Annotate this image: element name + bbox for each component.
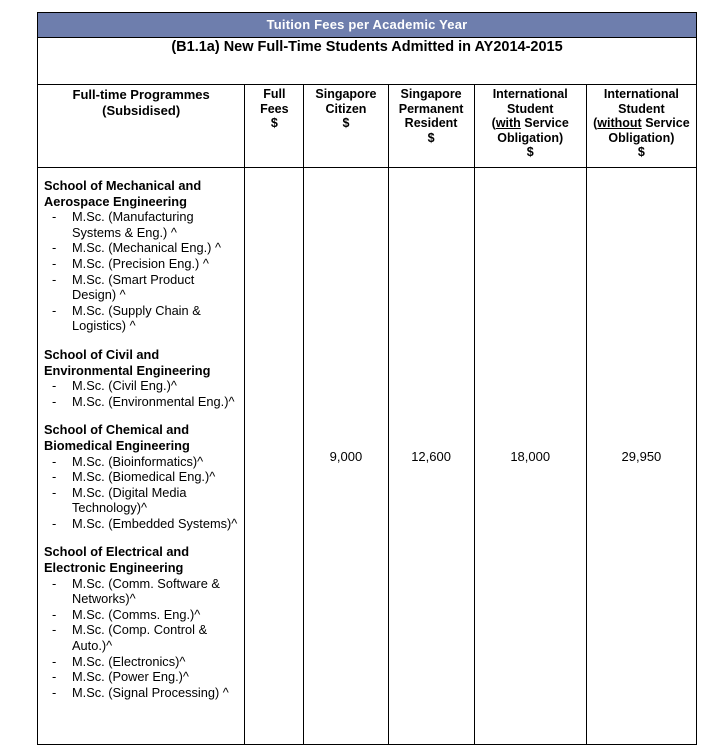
list-item: - M.Sc. (Embedded Systems)^ [44,516,240,532]
school-heading: School of Civil and Environmental Engineering [44,346,211,378]
list-item: - M.Sc. (Civil Eng.)^ [44,378,240,394]
programme-group [44,544,240,700]
column-header-intl-without-obligation-line4: Obligation) [608,130,675,145]
column-header-intl-without-obligation-currency: $ [637,145,645,159]
programme-group [44,178,240,334]
school-heading: School of Mechanical and Aerospace Engineering [44,178,202,209]
column-header-intl-with-obligation-line3 [477,116,584,131]
column-header-programmes-line1: Full-time Programmes [72,87,210,102]
programmes-list-cell [38,168,245,745]
intl-with-service-word: Service [520,116,569,130]
column-header-intl-with-obligation-currency: $ [526,145,534,159]
banner-row [38,13,697,38]
column-header-full-fees [245,85,304,168]
column-header-intl-with-obligation [474,85,586,168]
banner-cell [38,13,697,38]
intl-with-underline-word: with [495,116,521,130]
intl-with-paren-open: ( [491,116,496,130]
table-banner-title: Tuition Fees per Academic Year [38,13,696,37]
subtitle-row [38,38,697,85]
list-item: - M.Sc. (Electronics)^ [44,654,240,670]
column-header-intl-with-obligation-line2: Student [506,101,554,116]
column-header-singapore-citizen-line2: Citizen [325,101,367,116]
column-header-full-fees-currency: $ [270,116,278,130]
column-header-intl-without-obligation [586,85,696,168]
table-subtitle: (B1.1a) New Full-Time Students Admitted in AY2014-2015 [171,39,563,55]
column-header-singapore-citizen-line1: Singapore [315,87,377,101]
column-header-intl-without-obligation-line1: International [603,87,679,101]
value-full-fees [245,168,304,745]
programme-group [44,422,240,531]
list-item: - M.Sc. (Power Eng.)^ [44,669,240,685]
list-item: - M.Sc. (Digital Media Technology)^ [44,485,240,516]
intl-without-underline-word: without [597,116,642,130]
column-header-intl-without-obligation-line3 [589,116,694,131]
list-item: - M.Sc. (Bioinformatics)^ [44,454,240,470]
column-header-intl-without-obligation-line2: Student [618,101,665,116]
value-intl-with-obligation: 18,000 [474,168,586,745]
table-row [38,168,697,745]
school-heading: School of Chemical and Biomedical Engineering [44,422,190,453]
list-item: - M.Sc. (Biomedical Eng.)^ [44,469,240,485]
course-list [44,209,240,334]
column-header-singapore-pr [388,85,474,168]
column-header-programmes [38,85,245,168]
column-header-singapore-pr-line3: Resident [404,116,458,130]
column-header-singapore-pr-currency: $ [427,130,435,145]
list-item: - M.Sc. (Smart Product Design) ^ [44,272,240,303]
tuition-fees-table [37,12,697,745]
list-item: - M.Sc. (Supply Chain & Logistics) ^ [44,303,240,334]
course-list [44,454,240,532]
column-header-intl-with-obligation-line4: Obligation) [497,130,564,145]
school-heading: School of Electrical and Electronic Engineering [44,544,190,576]
course-list [44,378,240,409]
list-item: - M.Sc. (Mechanical Eng.) ^ [44,240,240,256]
column-header-singapore-citizen-currency: $ [342,116,350,130]
column-header-intl-with-obligation-line1: International [492,87,568,101]
programme-groups [44,178,240,700]
course-list [44,576,240,701]
list-item: - M.Sc. (Comm. Software & Networks)^ [44,576,240,607]
column-header-singapore-pr-line1: Singapore [400,87,462,101]
column-header-singapore-citizen [304,85,388,168]
list-item: - M.Sc. (Signal Processing) ^ [44,685,240,701]
subtitle-cell [38,38,697,85]
list-item: - M.Sc. (Precision Eng.) ^ [44,256,240,272]
value-singapore-pr: 12,600 [388,168,474,745]
list-item: - M.Sc. (Comms. Eng.)^ [44,607,240,623]
intl-without-service-word: Service [641,116,690,130]
list-item: - M.Sc. (Environmental Eng.)^ [44,394,240,410]
list-item: - M.Sc. (Manufacturing Systems & Eng.) ^ [44,209,240,240]
column-header-row [38,85,697,168]
value-intl-without-obligation: 29,950 [586,168,696,745]
programme-group [44,347,240,409]
column-header-full-fees-line2: Fees [260,101,289,116]
column-header-programmes-line2: (Subsidised) [102,103,181,118]
intl-without-paren-open: ( [593,116,598,130]
list-item: - M.Sc. (Comp. Control & Auto.)^ [44,622,240,653]
column-header-singapore-pr-line2: Permanent [398,101,464,116]
value-singapore-citizen: 9,000 [304,168,388,745]
column-header-full-fees-line1: Full [263,87,286,101]
